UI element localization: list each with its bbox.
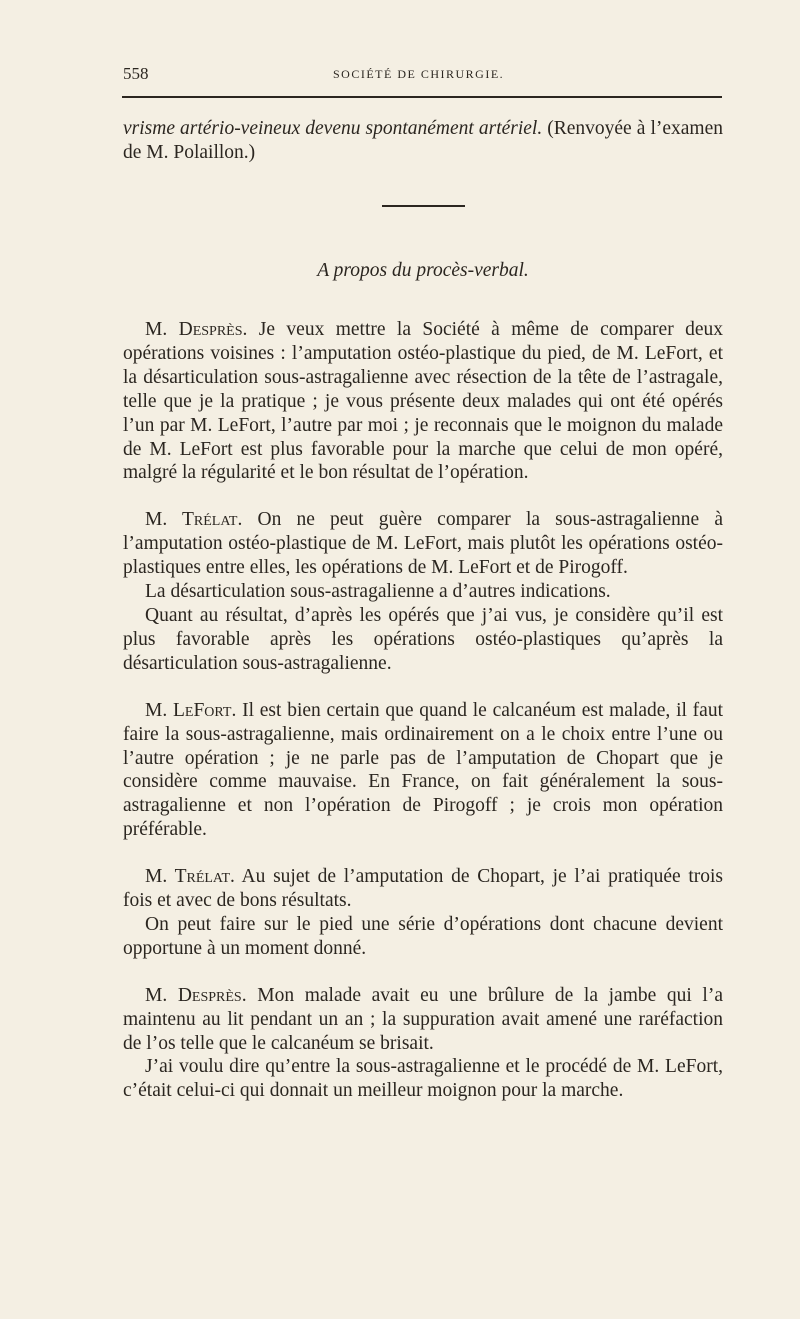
paragraph-text: Il est bien certain que quand le calcanéum est malade, il faut faire la sous-astragalienne, mais ordinairement on a le choix entre l’une ou l’autre opération ; je ne parle pas de l’amputation de Chopart que je considère comme mauvaise. En France, on fait généralement la sous-astragalienne et non l’opération de Pirogoff ; je crois mon opération préférable.	[123, 699, 723, 841]
paragraph	[123, 508, 723, 580]
paragraph-text: Je veux mettre la Société à même de comparer deux opérations voisines : l’amputation ostéo-plastique du pied, de M. LeFort, et la désarticulation sous-astragalienne avec résection de la tête de l’astragale, telle que je la pratique ; je vous présente deux malades qui ont été opérés l’un par M. LeFort, l’autre par moi ; je reconnais que le moignon du malade de M. LeFort est plus favorable pour la marche que celui de mon opéré, malgré la régularité et le bon résultat de l’opération.	[123, 319, 723, 484]
paragraph	[123, 604, 723, 676]
page-header	[123, 64, 723, 86]
speaker-name: M. LeFort.	[145, 699, 237, 721]
paragraph	[123, 984, 723, 1056]
paragraph-text: J’ai voulu dire qu’entre la sous-astragalienne et le procédé de M. LeFort, c’était celui-ci qui donnait un meilleur moignon pour la marche.	[123, 1056, 723, 1102]
section-title: A propos du procès-verbal.	[317, 260, 529, 281]
paragraph	[123, 318, 723, 485]
page-number: 558	[123, 64, 149, 83]
speaker-name: M. Desprès.	[145, 319, 248, 340]
paragraph-gap	[123, 961, 723, 984]
intro-paragraph	[123, 117, 723, 165]
speaker-name: M. Desprès.	[145, 984, 247, 1006]
paragraph-gap	[123, 485, 723, 508]
intro-plain: (Renvoyée à l’examen de M. Polaillon.)	[123, 118, 723, 163]
paragraph-gap	[123, 842, 723, 865]
running-head: SOCIÉTÉ DE CHIRURGIE.	[333, 67, 505, 81]
paragraph-text: On ne peut guère comparer la sous-astragalienne à l’amputation ostéo-plastique de M. LeFort, mais plutôt les opérations ostéo-plastiques entre elles, les opérations de M. LeFort et de Pirogoff.	[123, 509, 723, 579]
paragraph	[123, 1055, 723, 1103]
intro-text	[123, 117, 723, 165]
paragraph	[123, 580, 723, 604]
section-divider	[382, 205, 465, 207]
paragraph-text: Mon malade avait eu une brûlure de la jambe qui l’a maintenu au lit pendant un an ; la suppuration avait amené une raréfaction de l’os telle que le calcanéum se brisait.	[123, 984, 723, 1054]
main-text	[123, 318, 723, 1103]
intro-italic: vrisme artério-veineux devenu spontanément artériel.	[123, 118, 543, 139]
paragraph	[123, 913, 723, 961]
paragraph-text: Quant au résultat, d’après les opérés que j’ai vus, je considère qu’il est plus favorable après les opérations ostéo-plastiques qu’après la désarticulation sous-astragalienne.	[123, 604, 723, 674]
paragraph-text: Au sujet de l’amputation de Chopart, je l’ai pratiquée trois fois et avec de bons résultats.	[123, 866, 724, 912]
speaker-name: M. Trélat.	[145, 866, 235, 888]
paragraph-text: On peut faire sur le pied une série d’opérations dont chacune devient opportune à un moment donné.	[123, 913, 723, 959]
paragraph	[123, 699, 723, 842]
paragraph-text: La désarticulation sous-astragalienne a d’autres indications.	[145, 581, 611, 603]
header-rule	[122, 96, 722, 98]
speaker-name: M. Trélat.	[145, 509, 243, 531]
paragraph	[123, 865, 723, 913]
paragraph-gap	[123, 676, 723, 699]
